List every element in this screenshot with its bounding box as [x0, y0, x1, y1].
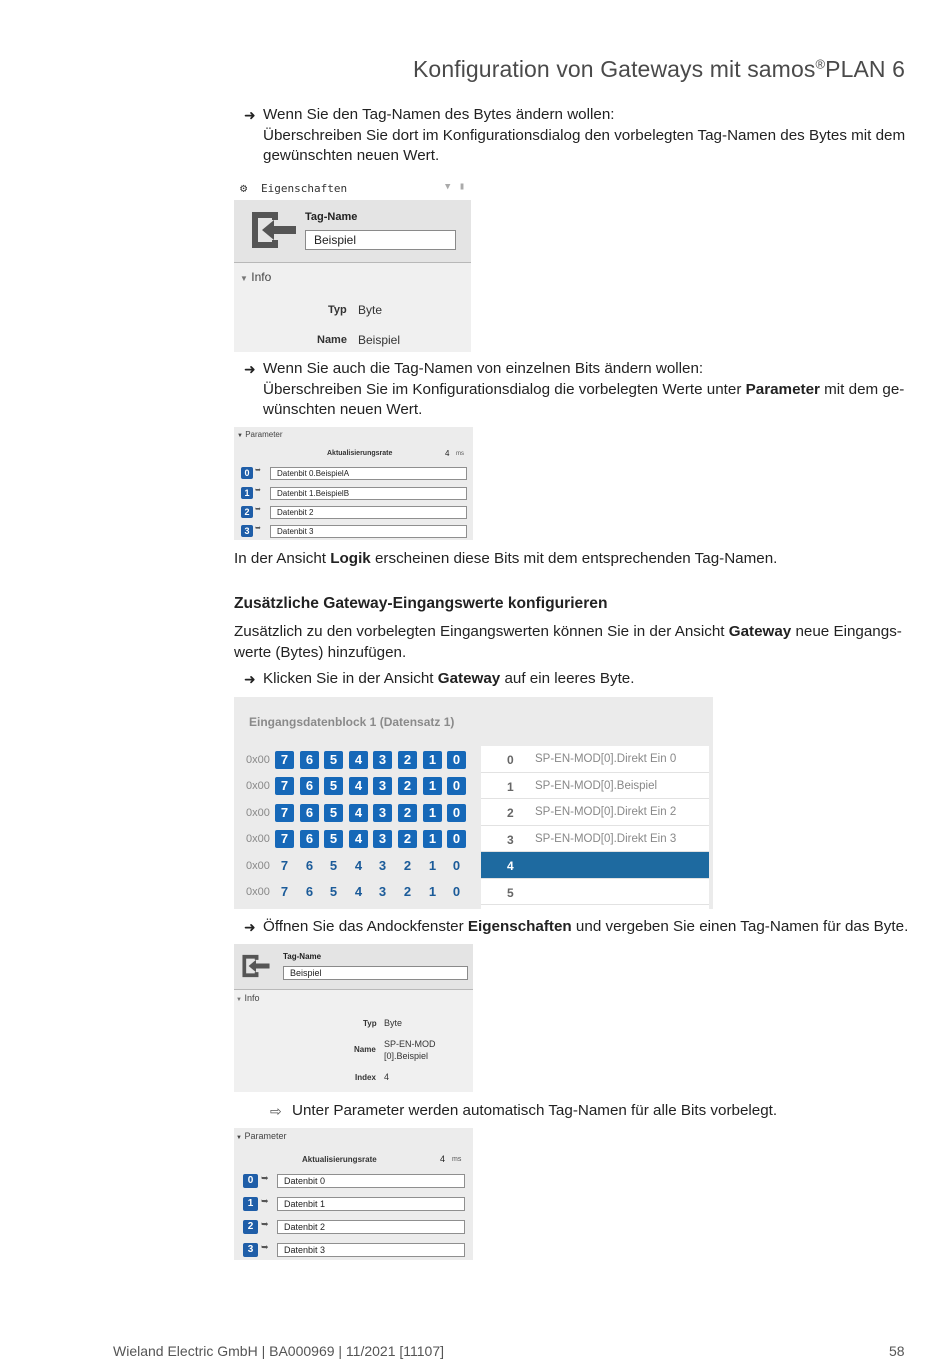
byte-list-row[interactable]: 3 SP-EN-MOD[0].Direkt Ein 3: [481, 826, 709, 852]
bit-cell-empty[interactable]: 4: [354, 884, 363, 899]
byte-hex-value: 0x00: [246, 780, 270, 792]
panel-title: Eigenschaften: [261, 182, 348, 195]
byte-hex-value: 0x00: [246, 886, 270, 898]
byte-hex-value: 0x00: [246, 833, 270, 845]
bit-cell-assigned[interactable]: 2: [398, 830, 417, 848]
bit-link-icon: ➥: [255, 525, 261, 532]
byte-hex-value: 0x00: [246, 807, 270, 819]
bit-link-icon: ➥: [261, 1173, 269, 1183]
bit-cell-assigned[interactable]: 7: [275, 777, 294, 795]
bit-number: 1: [243, 1197, 258, 1211]
properties-panel-1: [234, 178, 471, 352]
section-heading: Zusätzliche Gateway-Eingangswerte konfigurieren: [234, 595, 608, 612]
rate-value[interactable]: 4: [445, 449, 450, 458]
rate-value[interactable]: 4: [440, 1154, 446, 1164]
bit-name-input[interactable]: Datenbit 0.BeispielA: [270, 467, 467, 480]
bit-cell-assigned[interactable]: 2: [398, 777, 417, 795]
triangle-down-icon: ▼: [237, 433, 243, 439]
bit-cell-assigned[interactable]: 6: [300, 830, 319, 848]
bit-cell-assigned[interactable]: 1: [423, 777, 442, 795]
byte-list-row-selected[interactable]: 4: [481, 852, 709, 879]
parameter-title: Parameter: [245, 430, 283, 439]
rate-label: Aktualisierungsrate: [302, 1155, 377, 1164]
triangle-down-icon: ▼: [240, 274, 248, 283]
arrow-right-icon: ➜: [244, 671, 256, 687]
name-value: Beispiel: [358, 333, 401, 347]
typ-label: Typ: [363, 1019, 377, 1028]
byte-hex-value: 0x00: [246, 860, 270, 872]
page-header-title: Konfiguration von Gateways mit samos®PLAN 6: [412, 56, 905, 82]
pin-icon[interactable]: ▮: [459, 181, 466, 192]
bit-link-icon: ➥: [255, 467, 261, 474]
bit-cell-assigned[interactable]: 3: [373, 804, 392, 822]
bit-link-icon: ➥: [255, 506, 261, 513]
bit-name-input[interactable]: Datenbit 1.BeispielB: [270, 487, 467, 500]
step-4: ➜ Öffnen Sie das Andockfenster Eigenschaften und vergeben Sie einen Tag-Namen für das Byte.: [263, 917, 913, 938]
parameter-panel-1: [234, 427, 473, 540]
gateway-block-title: Eingangsdatenblock 1 (Datensatz 1): [249, 715, 455, 729]
bit-link-icon: ➥: [261, 1196, 269, 1206]
rate-label: Aktualisierungsrate: [327, 450, 393, 457]
bit-cell-assigned[interactable]: 0: [447, 804, 466, 822]
byte-hex-value: 0x00: [246, 754, 270, 766]
input-arrow-icon: [240, 951, 272, 981]
bit-cell-empty[interactable]: 2: [403, 884, 412, 899]
bit-number: 2: [241, 506, 253, 518]
index-label: Index: [355, 1073, 376, 1082]
bit-cell-assigned[interactable]: 6: [300, 777, 319, 795]
bit-cell-assigned[interactable]: 1: [423, 830, 442, 848]
bit-number: 3: [241, 525, 253, 537]
bit-cell-assigned[interactable]: 2: [398, 804, 417, 822]
info-section[interactable]: ▼ Info: [236, 993, 260, 1003]
bit-cell-assigned[interactable]: 5: [324, 777, 343, 795]
bit-cell-assigned[interactable]: 1: [423, 804, 442, 822]
bit-cell-empty[interactable]: 0: [452, 884, 461, 899]
typ-value: Byte: [358, 303, 383, 317]
bit-cell-empty[interactable]: 7: [280, 858, 289, 873]
bit-name-input[interactable]: Datenbit 3: [270, 525, 467, 538]
tag-name-input[interactable]: Beispiel: [283, 966, 468, 980]
bit-number: 1: [241, 487, 253, 499]
index-value: 4: [384, 1072, 390, 1082]
result-arrow-icon: ⇨: [270, 1103, 282, 1119]
arrow-right-icon: ➜: [244, 361, 256, 377]
bit-cell-empty[interactable]: 5: [329, 858, 338, 873]
bit-name-input[interactable]: Datenbit 0: [277, 1174, 465, 1188]
bit-cell-assigned[interactable]: 6: [300, 751, 319, 769]
tag-name-label: Tag-Name: [283, 952, 322, 961]
bit-cell-assigned[interactable]: 7: [275, 830, 294, 848]
gateway-view: [234, 697, 713, 909]
bit-cell-empty[interactable]: 6: [305, 884, 314, 899]
bit-cell-assigned[interactable]: 4: [349, 751, 368, 769]
bit-cell-assigned[interactable]: 0: [447, 777, 466, 795]
bit-cell-empty[interactable]: 5: [329, 884, 338, 899]
bit-cell-assigned[interactable]: 3: [373, 830, 392, 848]
bit-cell-empty[interactable]: 0: [452, 858, 461, 873]
bit-cell-empty[interactable]: 2: [403, 858, 412, 873]
arrow-right-icon: ➜: [244, 107, 256, 123]
logik-paragraph: In der Ansicht Logik erscheinen diese Bits mit dem entsprechenden Tag-Namen.: [234, 550, 778, 567]
step-3: ➜ Klicken Sie in der Ansicht Gateway auf ein leeres Byte.: [263, 669, 913, 690]
triangle-down-icon: ▼: [236, 1135, 242, 1141]
name-label: Name: [354, 1045, 376, 1054]
bit-name-input[interactable]: Datenbit 3: [277, 1243, 465, 1257]
typ-value: Byte: [384, 1018, 403, 1028]
bit-cell-assigned[interactable]: 2: [398, 751, 417, 769]
name-label: Name: [317, 334, 347, 346]
bit-name-input[interactable]: Datenbit 2: [270, 506, 467, 519]
bit-cell-empty[interactable]: 1: [428, 884, 437, 899]
triangle-down-icon: ▼: [236, 997, 242, 1003]
byte-list-row[interactable]: 0 SP-EN-MOD[0].Direkt Ein 0: [481, 746, 709, 773]
bit-cell-empty[interactable]: 7: [280, 884, 289, 899]
step-1: ➜ Wenn Sie den Tag-Namen des Bytes ändern wollen: Überschreiben Sie dort im Konfigurationsdialog den vorbelegten Tag-Namen des Bytes mit dem gewünschten neuen Wert.: [244, 106, 906, 164]
bit-number: 0: [243, 1174, 258, 1188]
parameter-title: Parameter: [244, 1131, 287, 1141]
byte-list-row[interactable]: 2 SP-EN-MOD[0].Direkt Ein 2: [481, 799, 709, 826]
bit-cell-assigned[interactable]: 0: [447, 830, 466, 848]
bit-name-input[interactable]: Datenbit 2: [277, 1220, 465, 1234]
bit-link-icon: ➥: [261, 1242, 269, 1252]
bit-number: 3: [243, 1243, 258, 1257]
bit-link-icon: ➥: [255, 487, 261, 494]
tag-name-input[interactable]: Beispiel: [305, 230, 456, 250]
bit-cell-assigned[interactable]: 3: [373, 751, 392, 769]
gear-icon: ⚙: [240, 181, 248, 195]
input-arrow-icon: [248, 208, 300, 252]
bit-cell-empty[interactable]: 3: [378, 884, 387, 899]
bit-cell-assigned[interactable]: 7: [275, 751, 294, 769]
bit-cell-assigned[interactable]: 5: [324, 751, 343, 769]
bit-cell-empty[interactable]: 4: [354, 858, 363, 873]
arrow-right-icon: ➜: [244, 919, 256, 935]
bit-cell-empty[interactable]: 1: [428, 858, 437, 873]
section-paragraph: Zusätzlich zu den vorbelegten Eingangswerten können Sie in der Ansicht Gateway neue Eingangs- werte (Bytes) hinzufügen.: [234, 623, 902, 661]
result-line: ⇨ Unter Parameter werden automatisch Tag-Namen für alle Bits vorbelegt.: [292, 1101, 912, 1122]
footer-text: Wieland Electric GmbH | BA000969 | 11/2021 [11107]: [113, 1343, 445, 1359]
bit-cell-assigned[interactable]: 5: [324, 830, 343, 848]
name-value: SP-EN-MOD [0].Beispiel: [384, 1039, 436, 1061]
bit-number: 2: [243, 1220, 258, 1234]
bit-cell-assigned[interactable]: 4: [349, 777, 368, 795]
bit-cell-assigned[interactable]: 0: [447, 751, 466, 769]
tag-name-label: Tag-Name: [305, 211, 358, 223]
gateway-byte-list: [481, 746, 709, 909]
bit-cell-empty[interactable]: 6: [305, 858, 314, 873]
typ-label: Typ: [328, 304, 347, 316]
bit-cell-empty[interactable]: 3: [378, 858, 387, 873]
byte-list-row[interactable]: 1 SP-EN-MOD[0].Beispiel: [481, 773, 709, 799]
bit-cell-assigned[interactable]: 6: [300, 804, 319, 822]
chevron-down-icon[interactable]: ▼: [445, 182, 451, 192]
page-number: 58: [889, 1343, 905, 1359]
rate-unit: ms: [452, 1156, 462, 1163]
step-2: ➜ Wenn Sie auch die Tag-Namen von einzelnen Bits ändern wollen: Überschreiben Sie im Konfigurationsdialog die vorbelegten Werte unter Parameter mit dem ge- wünschten neuen Wert.: [244, 360, 905, 418]
bit-cell-assigned[interactable]: 4: [349, 830, 368, 848]
info-section[interactable]: ▼ Info: [240, 270, 272, 284]
bit-number: 0: [241, 467, 253, 479]
rate-unit: ms: [456, 451, 464, 457]
bit-cell-assigned[interactable]: 3: [373, 777, 392, 795]
bit-cell-assigned[interactable]: 4: [349, 804, 368, 822]
bit-cell-assigned[interactable]: 1: [423, 751, 442, 769]
parameter-panel-2: [234, 1128, 473, 1260]
properties-panel-2: [234, 944, 473, 1092]
byte-list-row[interactable]: 5: [481, 879, 709, 905]
bit-cell-assigned[interactable]: 5: [324, 804, 343, 822]
bit-link-icon: ➥: [261, 1219, 269, 1229]
bit-name-input[interactable]: Datenbit 1: [277, 1197, 465, 1211]
bit-cell-assigned[interactable]: 7: [275, 804, 294, 822]
